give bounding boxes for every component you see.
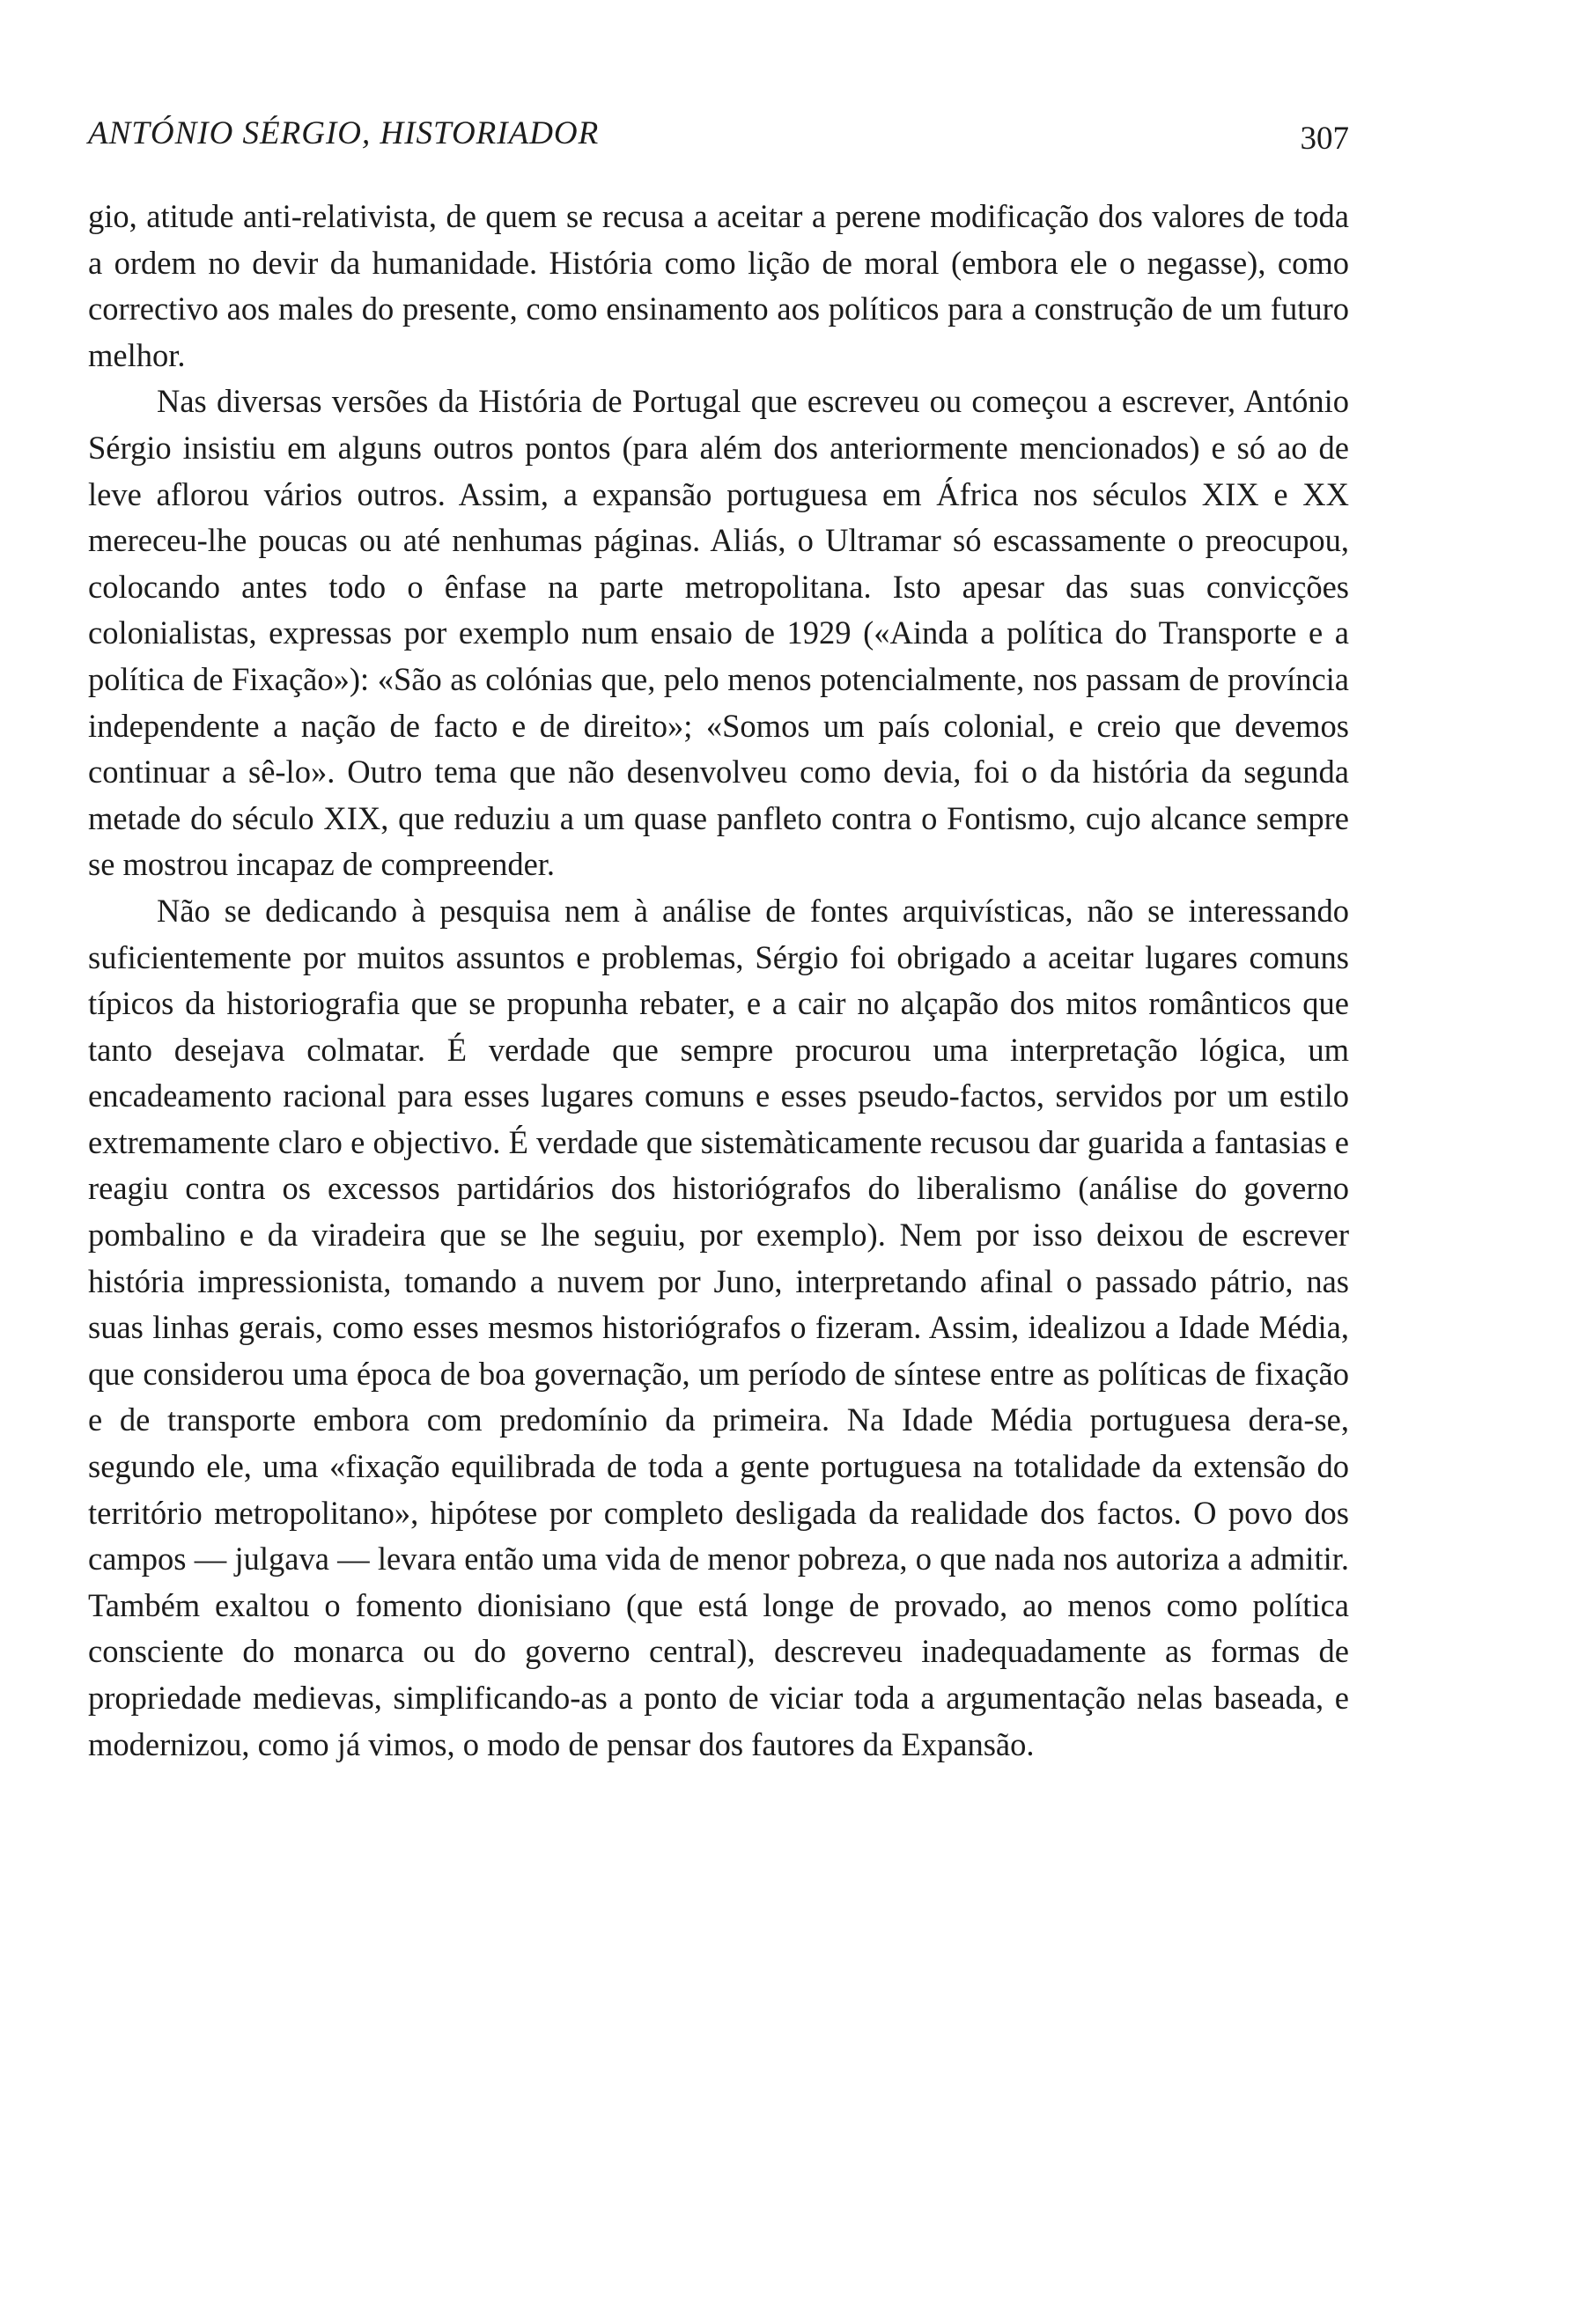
- paragraph: Nas diversas versões da História de Portugal que escreveu ou começou a escrever, António Sérgio insistiu em alguns outros pontos (para além dos anteriormente mencionados) e só ao de leve aflorou vários outros. Assim, a expansão portuguesa em África nos séculos XIX e XX mereceu-lhe poucas ou até nenhumas páginas. Aliás, o Ultramar só escassamente o preocupou, colocando antes todo o ênfase na parte metropolitana. Isto apesar das suas convicções colonialistas, expressas por exemplo num ensaio de 1929 («Ainda a política do Transporte e a política de Fixação»): «São as colónias que, pelo menos potencialmente, nos passam de província independente a nação de facto e de direito»; «Somos um país colonial, e creio que devemos continuar a sê-lo». Outro tema que não desenvolveu como devia, foi o da história da segunda metade do século XIX, que reduziu a um quase panfleto contra o Fontismo, cujo alcance sempre se mostrou incapaz de compreender.: [88, 383, 1349, 883]
- running-title: ANTÓNIO SÉRGIO, HISTORIADOR: [88, 115, 600, 151]
- body-text: [88, 194, 1349, 1768]
- paragraph: Não se dedicando à pesquisa nem à análise de fontes arquivísticas, não se interessando suficientemente por muitos assuntos e problemas, Sérgio foi obrigado a aceitar lugares comuns típicos da historiografia que se propunha rebater, e a cair no alçapão dos mitos românticos que tanto desejava colmatar. É verdade que sempre procurou uma interpretação lógica, um encadeamento racional para esses lugares comuns e esses pseudo-factos, servidos por um estilo extremamente claro e objectivo. É verdade que sistemàticamente recusou dar guarida a fantasias e reagiu contra os excessos partidários dos historiógrafos do liberalismo (análise do governo pombalino e da viradeira que se lhe seguiu, por exemplo). Nem por isso deixou de escrever história impressionista, tomando a nuvem por Juno, interpretando afinal o passado pátrio, nas suas linhas gerais, como esses mesmos historiógrafos o fizeram. Assim, idealizou a Idade Média, que considerou uma época de boa governação, um período de síntese entre as políticas de fixação e de transporte embora com predomínio da primeira. Na Idade Média portuguesa dera-se, segundo ele, uma «fixação equilibrada de toda a gente portuguesa na totalidade da extensão do território metropolitano», hipótese por completo desligada da realidade dos factos. O povo dos campos — julgava — levara então uma vida de menor pobreza, o que nada nos autoriza a admitir. Também exaltou o fomento dionisiano (que está longe de provado, ao menos como política consciente do monarca ou do governo central), descreveu inadequadamente as formas de propriedade medievas, simplificando-as a ponto de viciar toda a argumentação nelas baseada, e modernizou, como já vimos, o modo de pensar dos fautores da Expansão.: [88, 892, 1349, 1762]
- page-header: [88, 114, 1349, 164]
- paragraph-continued: gio, atitude anti-relativista, de quem se recusa a aceitar a perene modificação dos valores de toda a ordem no devir da humanidade. História como lição de moral (embora ele o negasse), como correctivo aos males do presente, como ensinamento aos políticos para a construção de um futuro melhor.: [88, 198, 1349, 373]
- page-number: 307: [1300, 121, 1349, 157]
